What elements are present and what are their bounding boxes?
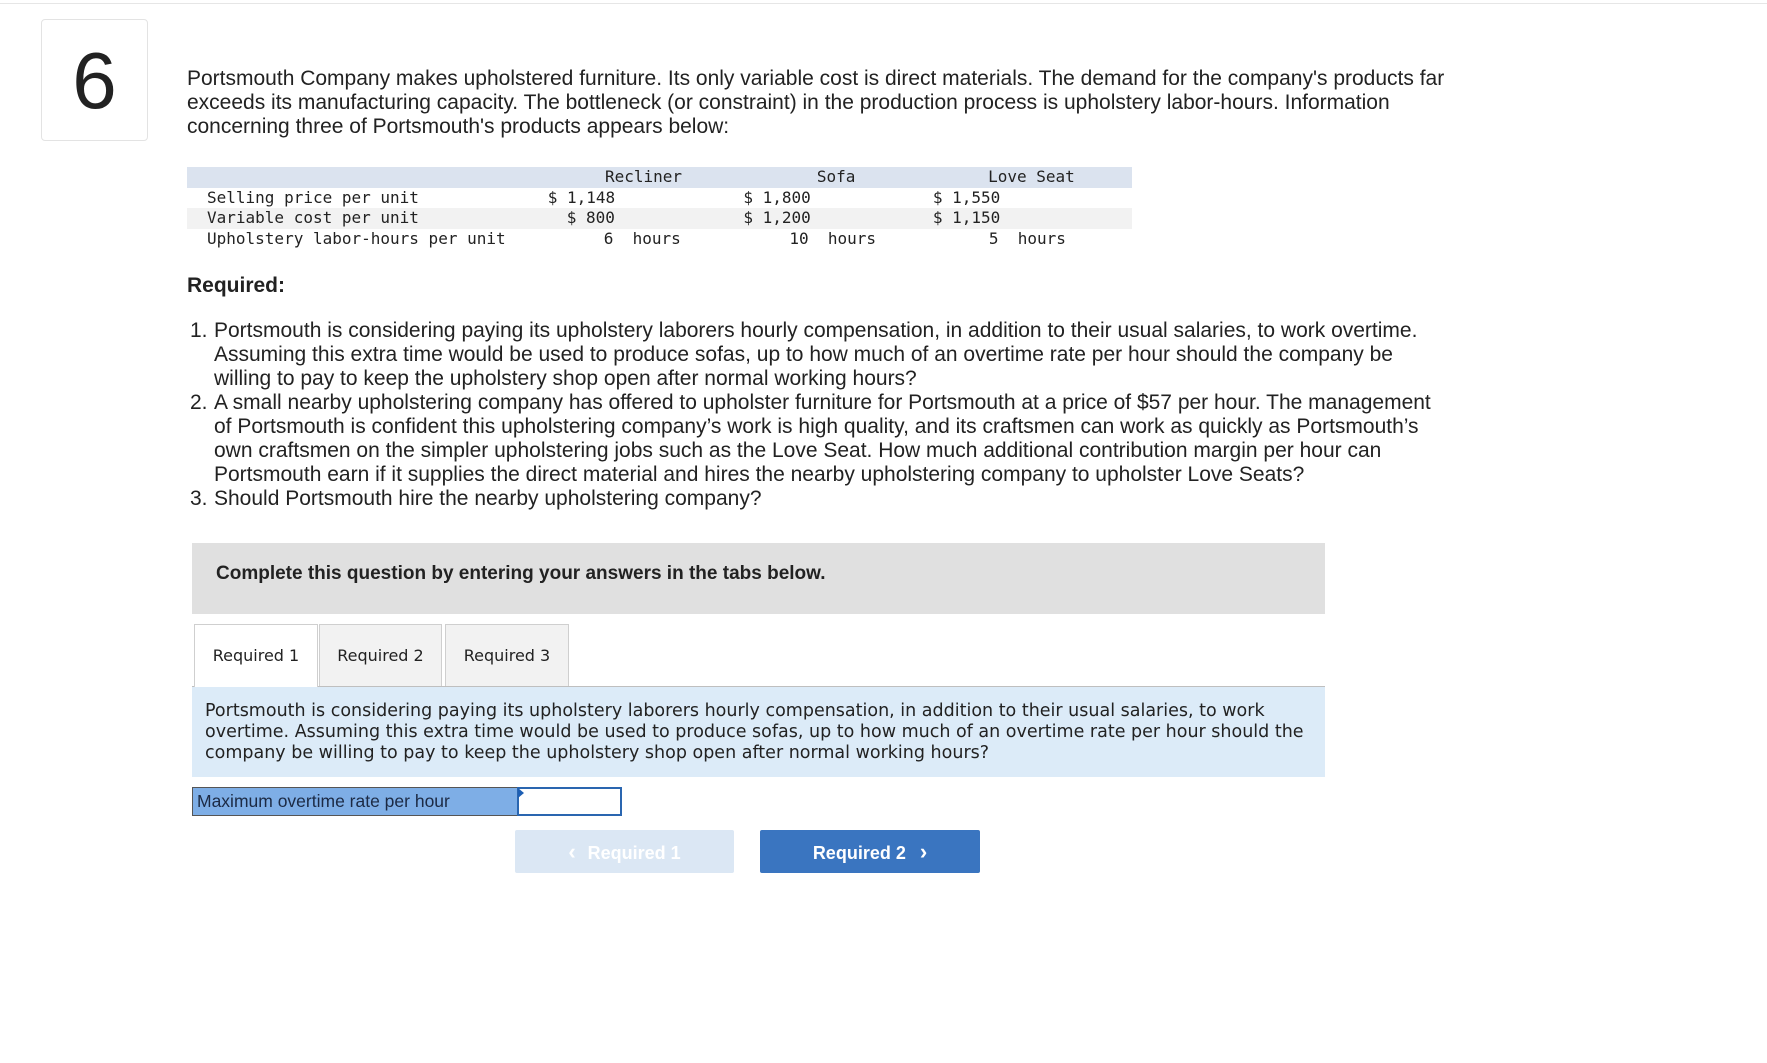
chevron-left-icon: ‹ <box>568 839 576 864</box>
row-label: Variable cost per unit <box>207 208 419 228</box>
tab-required-3[interactable]: Required 3 <box>445 624 569 687</box>
table-row <box>187 208 1132 229</box>
hours-value: 10 <box>789 228 809 248</box>
cell-value <box>931 229 1132 250</box>
header-love-seat: Love Seat <box>988 167 1075 187</box>
cell-value <box>546 229 742 250</box>
tab-required-1[interactable]: Required 1 <box>194 624 318 688</box>
table-row <box>187 188 1132 209</box>
item-text: A small nearby upholstering company has offered to upholster furniture for Portsmouth at a price of $57 per hour. The management of Portsmouth is confident this upholstering company’s work is high quality, and its craftsmen can work as quickly as Portsmouth’s own craftsmen on the simpler upholstering jobs such as the Love Seat. How much additional contribution margin per hour can Portsmouth earn if it supplies the direct material and hires the nearby upholstering company to upholster Love Seats? <box>214 391 1431 486</box>
required-list <box>187 319 1447 511</box>
tab-required-2[interactable]: Required 2 <box>319 624 442 687</box>
cell-value: $ 1,148 <box>547 187 616 207</box>
cell-value: $ 1,200 <box>743 208 811 228</box>
header-sofa: Sofa <box>816 167 856 187</box>
cell-value: $ 1,800 <box>743 187 811 207</box>
cell-value: $ 1,150 <box>932 208 1001 228</box>
input-flag-icon <box>518 788 524 798</box>
row-label: Selling price per unit <box>207 187 419 207</box>
item-text: Portsmouth is considering paying its upholstery laborers hourly compensation, in addition to their usual salaries, to work overtime. Assuming this extra time would be used to produce sofas, up to how much of an overtime rate per hour should the company be willing to pay to keep the upholstery shop open after normal working hours? <box>214 319 1418 390</box>
cell-value: $ 800 <box>566 208 615 228</box>
question-intro: Portsmouth Company makes upholstered furniture. Its only variable cost is direct materials. The demand for the company's products far exceeds its manufacturing capacity. The bottleneck (or constraint) in the production process is upholstery labor-hours. Information concerning three of Portsmouth's products appears below: <box>187 67 1445 138</box>
hours-unit: hours <box>827 228 877 248</box>
required-heading: Required: <box>187 274 286 297</box>
hours-value: 6 <box>603 228 614 248</box>
item-number: 1. <box>190 319 208 342</box>
list-item <box>187 391 1447 487</box>
instruction-box <box>192 543 1325 614</box>
header-recliner: Recliner <box>605 167 683 187</box>
table-header-row <box>187 167 1132 188</box>
item-number: 2. <box>190 391 208 414</box>
hours-value: 5 <box>988 228 999 248</box>
hours-unit: hours <box>1017 228 1066 248</box>
prev-required-button[interactable] <box>515 830 734 873</box>
product-data-table <box>187 167 1132 249</box>
top-divider <box>0 3 1767 4</box>
instruction-text: Complete this question by entering your answers in the tabs below. <box>216 563 826 584</box>
table-row <box>187 229 1132 250</box>
list-item <box>187 319 1447 391</box>
hours-unit: hours <box>632 228 681 248</box>
answer-label: Maximum overtime rate per hour <box>192 787 518 816</box>
row-label: Upholstery labor-hours per unit <box>207 228 506 248</box>
question-number: 6 <box>41 19 148 141</box>
list-item <box>187 487 1447 511</box>
prev-button-label: Required 1 <box>587 843 681 863</box>
chevron-right-icon: › <box>919 839 928 864</box>
cell-value <box>741 229 930 250</box>
tab-question-panel: Portsmouth is considering paying its upholstery laborers hourly compensation, in addition to their usual salaries, to work overtime. Assuming this extra time would be used to produce sofas, up to how much of an overtime rate per hour should the company be willing to pay to keep the upholstery shop open after normal working hours? <box>192 687 1325 777</box>
next-button-label: Required 2 <box>812 843 906 863</box>
next-required-button[interactable] <box>760 830 980 873</box>
table-header-blank <box>187 167 546 188</box>
overtime-rate-input[interactable] <box>517 787 622 816</box>
item-number: 3. <box>190 487 208 510</box>
item-text: Should Portsmouth hire the nearby upholstering company? <box>214 487 762 510</box>
cell-value: $ 1,550 <box>932 187 1001 207</box>
